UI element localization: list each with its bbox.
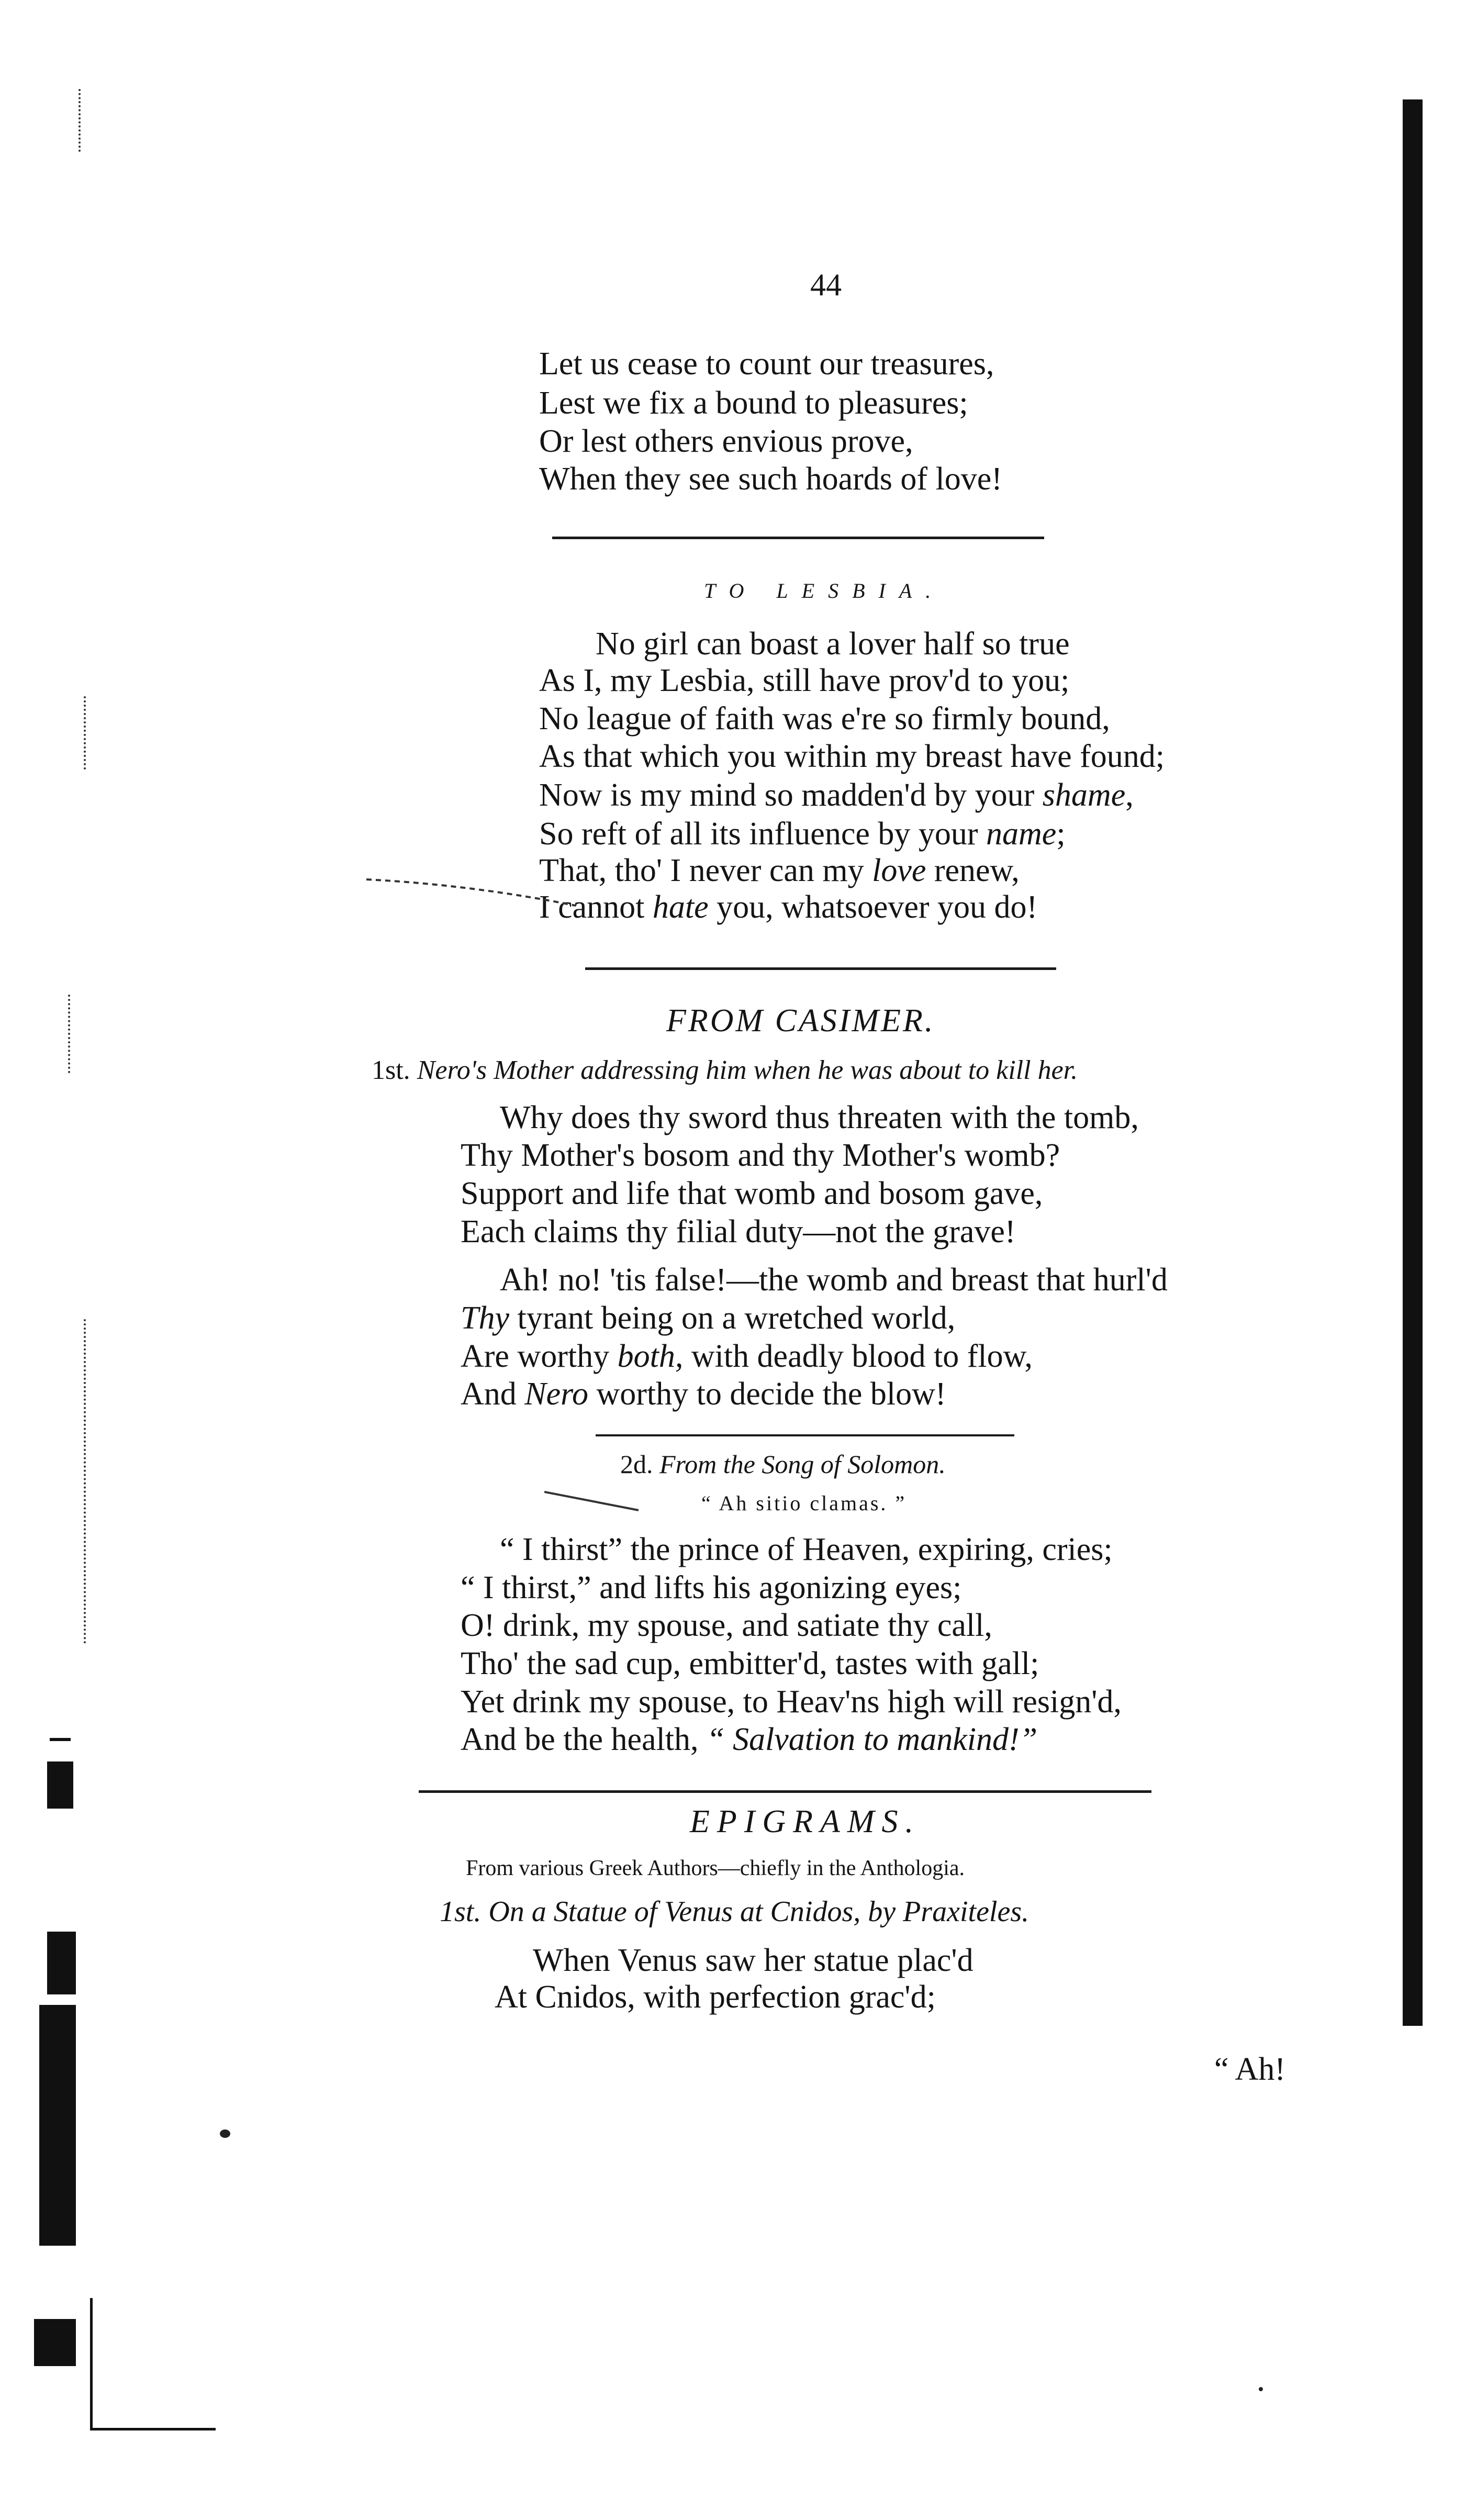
verse-text: worthy to decide the blow! (588, 1376, 946, 1412)
verse-line: Support and life that womb and bosom gave, (461, 1176, 1043, 1211)
verse-text: Now is my mind so madden'd by your (539, 777, 1043, 813)
page-number: 44 (810, 267, 842, 302)
subsection-number: 1st. (372, 1055, 410, 1085)
verse-text: , (1125, 777, 1134, 813)
catchword: “ Ah! (1214, 2051, 1286, 2087)
verse-text: And be the health, (461, 1722, 707, 1757)
section-title: EPIGRAMS. (690, 1804, 921, 1839)
verse-line (461, 1338, 1033, 1375)
poem-title: TO LESBIA. (704, 579, 945, 603)
verse-text: with deadly blood to flow, (683, 1339, 1033, 1374)
verse-line: “ I thirst” the prince of Heaven, expiring, cries; (500, 1532, 1113, 1567)
margin-mark (90, 2298, 93, 2429)
subsection-number: 2d. (620, 1449, 653, 1479)
margin-mark (79, 89, 81, 152)
verse-line (539, 852, 1020, 889)
margin-mark (84, 696, 86, 770)
verse-line (539, 816, 1066, 853)
italic-word: hate (652, 889, 709, 925)
margin-mark (47, 1761, 73, 1809)
margin-mark (90, 2428, 216, 2430)
verse-line: Lest we fix a bound to pleasures; (539, 385, 968, 421)
pen-stroke (366, 869, 586, 916)
italic-quote: “ Salvation to mankind!” (707, 1722, 1038, 1757)
verse-line: Why does thy sword thus threaten with the tomb, (500, 1100, 1139, 1135)
italic-word: Thy (461, 1300, 509, 1336)
pen-stroke (544, 1489, 644, 1515)
verse-text: tyrant being on a wretched world, (509, 1300, 956, 1336)
verse-line (539, 777, 1134, 814)
verse-line: Yet drink my spouse, to Heav'ns high will resign'd, (461, 1684, 1122, 1720)
verse-line: When they see such hoards of love! (539, 461, 1002, 497)
italic-word: both, (617, 1339, 684, 1374)
verse-line: Thy Mother's bosom and thy Mother's womb? (461, 1138, 1060, 1173)
section-divider (419, 1790, 1151, 1793)
verse-line (461, 1300, 955, 1337)
verse-line: Each claims thy filial duty—not the grave! (461, 1214, 1016, 1250)
verse-line: Ah! no! 'tis false!—the womb and breast that hurl'd (500, 1262, 1168, 1298)
verse-line: Tho' the sad cup, embitter'd, tastes with gall; (461, 1646, 1039, 1681)
margin-mark (84, 1319, 86, 1644)
italic-word: shame (1042, 777, 1126, 813)
ink-speck (220, 2129, 230, 2138)
subsection-number: 1st. (440, 1895, 482, 1928)
subsection-heading (372, 1055, 1078, 1086)
epigraph: “ Ah sitio clamas. ” (701, 1491, 907, 1515)
verse-line: O! drink, my spouse, and satiate thy call, (461, 1608, 992, 1643)
section-divider (585, 967, 1056, 970)
verse-line: As that which you within my breast have found; (539, 739, 1165, 774)
verse-text: renew, (926, 853, 1020, 888)
verse-line: Or lest others envious prove, (539, 423, 913, 459)
verse-text: Are worthy (461, 1339, 618, 1374)
subsection-title: From the Song of Solomon. (659, 1449, 946, 1479)
page-edge-strip (1403, 99, 1423, 2026)
italic-word: love (872, 853, 926, 888)
section-title: FROM CASIMER. (666, 1003, 935, 1039)
margin-mark (50, 1738, 71, 1741)
italic-word: Nero (524, 1376, 588, 1412)
verse-line: No girl can boast a lover half so true (596, 626, 1070, 662)
verse-line (461, 1721, 1037, 1758)
ink-speck (1259, 2387, 1263, 2391)
verse-line: “ I thirst,” and lifts his agonizing eyes; (461, 1570, 962, 1605)
subsection-heading (440, 1895, 1029, 1928)
verse-text: So reft of all its influence by your (539, 816, 987, 852)
subsection-title: On a Statue of Venus at Cnidos, by Praxiteles. (488, 1895, 1030, 1928)
subsection-title: Nero's Mother addressing him when he was about to kill her. (417, 1055, 1078, 1085)
italic-word: name (986, 816, 1057, 852)
verse-line (461, 1376, 946, 1413)
verse-text: That, tho' I never can my (539, 853, 872, 888)
verse-text: you, whatsoever you do! (708, 889, 1038, 925)
margin-mark (47, 1932, 76, 1994)
margin-mark (39, 2005, 76, 2246)
verse-text: I cannot (539, 889, 653, 925)
verse-text: ; (1056, 816, 1066, 852)
section-source: From various Greek Authors—chiefly in the Anthologia. (466, 1856, 965, 1880)
verse-line (539, 889, 1037, 926)
subsection-divider (596, 1434, 1014, 1436)
margin-mark (68, 995, 70, 1073)
subsection-heading (620, 1449, 946, 1479)
margin-mark (34, 2319, 76, 2366)
verse-line: When Venus saw her statue plac'd (533, 1943, 974, 1978)
verse-line: As I, my Lesbia, still have prov'd to you; (539, 663, 1070, 698)
verse-line: Let us cease to count our treasures, (539, 346, 994, 382)
verse-line: No league of faith was e're so firmly bound, (539, 701, 1110, 737)
verse-line: At Cnidos, with perfection grac'd; (495, 1979, 936, 2015)
section-divider (552, 537, 1044, 539)
verse-text: And (461, 1376, 525, 1412)
